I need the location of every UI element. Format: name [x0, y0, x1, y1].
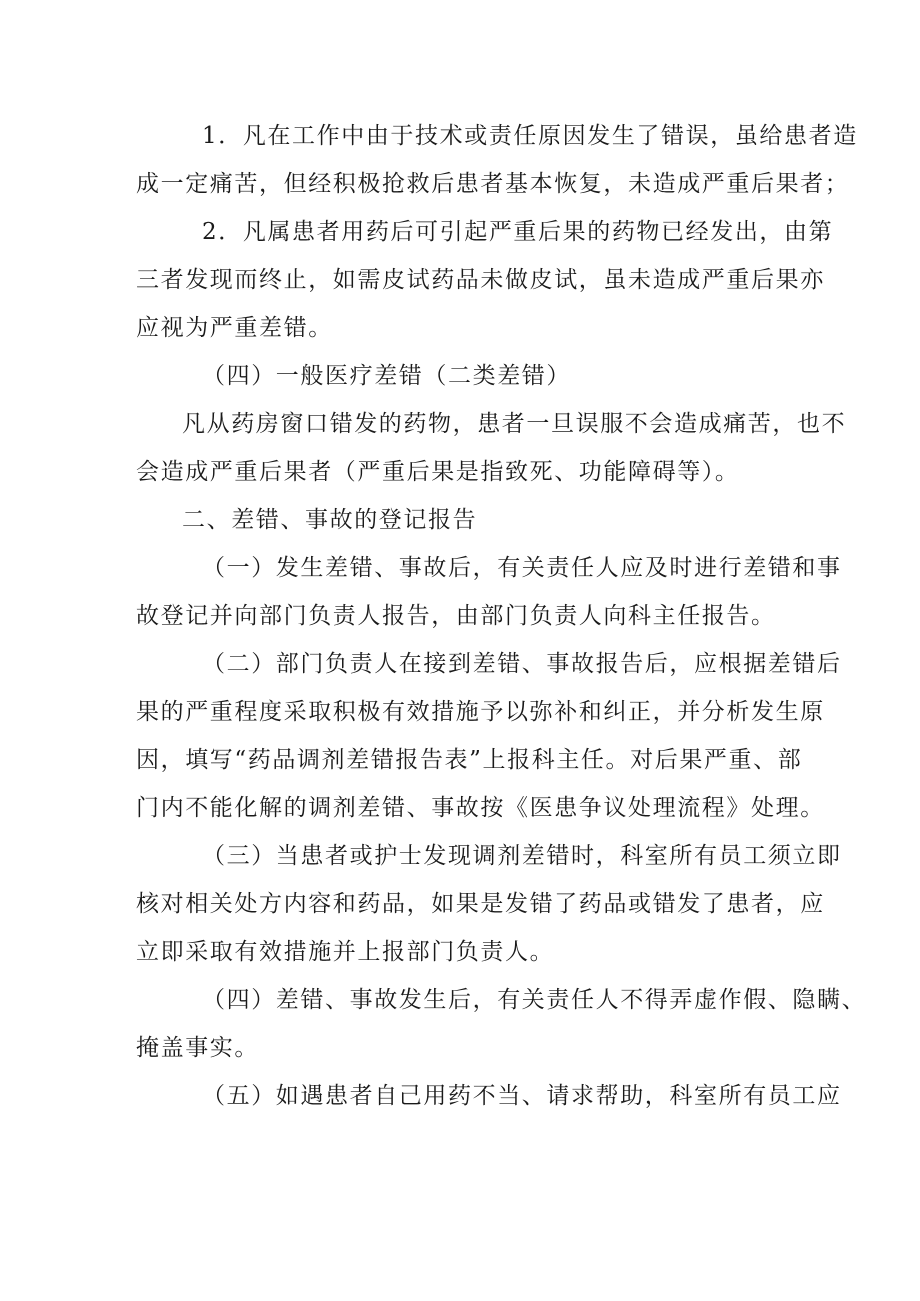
paragraph-report-item-3 — [136, 832, 842, 976]
document-body — [136, 112, 867, 1120]
paragraph-severe-error-item-2 — [136, 208, 834, 352]
paragraph-general-error-definition — [136, 400, 847, 496]
text-line: 故登记并向部门负责人报告，由部门负责人向科主任报告。 — [136, 603, 776, 629]
text-line: 应视为严重差错。 — [136, 315, 333, 341]
paragraph-report-item-1 — [136, 544, 842, 640]
section-heading-registration-report — [136, 496, 796, 544]
text-line: （二）部门负责人在接到差错、事故报告后，应根据差错后 — [202, 651, 842, 677]
text-line: 核对相关处方内容和药品，如果是发错了药品或错发了患者，应 — [136, 891, 825, 917]
text-line: （一）发生差错、事故后，有关责任人应及时进行差错和事 — [202, 555, 842, 581]
text-line: （三）当患者或护士发现调剂差错时，科室所有员工须立即 — [202, 843, 842, 869]
text-line: 因，填写“药品调剂差错报告表”上报科主任。对后果严重、部 — [136, 747, 803, 773]
paragraph-report-item-5 — [136, 1072, 842, 1120]
text-line: 1．凡在工作中由于技术或责任原因发生了错误，虽给患者造 — [202, 123, 858, 149]
text-line: 果的严重程度采取积极有效措施予以弥补和纠正，并分析发生原 — [136, 699, 825, 725]
text-line: 成一定痛苦，但经积极抢救后患者基本恢复，未造成严重后果者； — [136, 171, 850, 197]
paragraph-severe-error-item-1 — [136, 112, 858, 208]
heading-line: 二、差错、事故的登记报告 — [182, 507, 478, 533]
text-line: 掩盖事实。 — [136, 1035, 259, 1061]
text-line: （五）如遇患者自己用药不当、请求帮助，科室所有员工应 — [202, 1083, 842, 1109]
text-line: 三者发现而终止，如需皮试药品未做皮试，虽未造成严重后果亦 — [136, 267, 825, 293]
text-line: 凡从药房窗口错发的药物，患者一旦误服不会造成痛苦，也不 — [182, 411, 847, 437]
section-heading-general-error — [136, 352, 796, 400]
text-line: 立即采取有效措施并上报部门负责人。 — [136, 939, 555, 965]
text-line: 门内不能化解的调剂差错、事故按《医患争议处理流程》处理。 — [136, 795, 825, 821]
paragraph-report-item-2 — [136, 640, 842, 832]
text-line: 2．凡属患者用药后可引起严重后果的药物已经发出，由第 — [202, 219, 834, 245]
text-line: 会造成严重后果者（严重后果是指致死、功能障碍等）。 — [136, 459, 740, 485]
heading-line: （四）一般医疗差错（二类差错） — [202, 363, 571, 389]
text-line: （四）差错、事故发生后，有关责任人不得弄虚作假、隐瞒、 — [202, 987, 867, 1013]
paragraph-report-item-4 — [136, 976, 867, 1072]
